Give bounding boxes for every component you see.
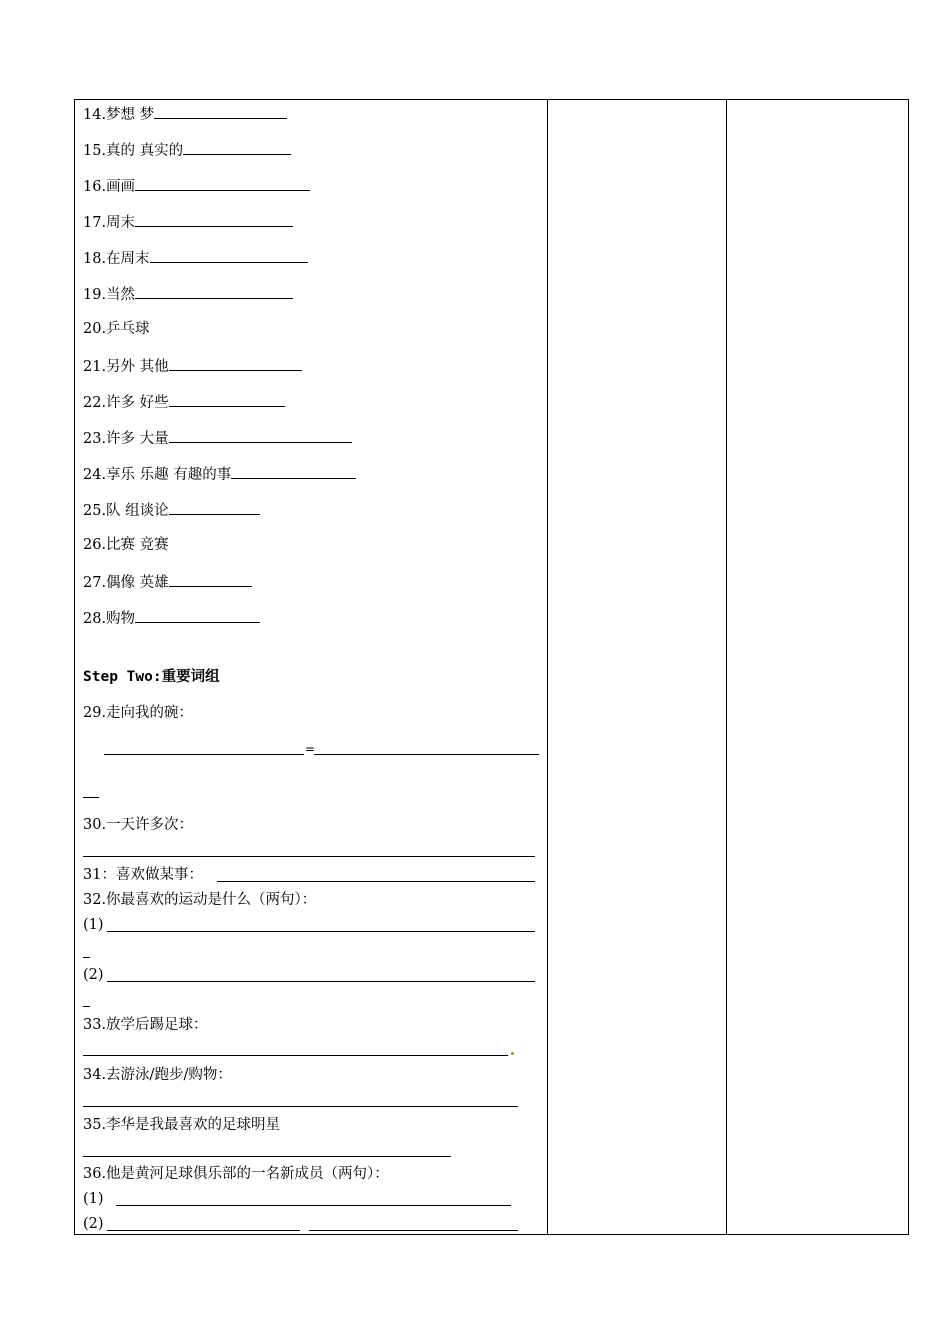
vocab-item <box>83 572 252 592</box>
vocab-item <box>83 248 308 268</box>
left-column-content <box>83 99 543 1235</box>
vocab-text: 18.在周末 <box>83 251 150 267</box>
vocab-item <box>83 284 293 304</box>
q31-label: 31：喜欢做某事： <box>83 867 203 883</box>
answer-blank[interactable] <box>217 881 535 882</box>
column-divider <box>547 100 548 1234</box>
answer-blank[interactable] <box>169 392 285 407</box>
section-title: 重要词组 <box>161 669 220 685</box>
answer-blank[interactable] <box>107 1230 300 1231</box>
answer-blank[interactable] <box>169 428 352 443</box>
vocab-text: 19.当然 <box>83 287 136 303</box>
answer-blank[interactable] <box>231 464 356 479</box>
q34-label: 34.去游泳/跑步/购物： <box>83 1067 232 1083</box>
q36-label: 36.他是黄河足球俱乐部的一名新成员（两句）： <box>83 1166 389 1182</box>
answer-blank[interactable] <box>83 1156 451 1157</box>
vocab-text: 17.周末 <box>83 215 136 231</box>
vocab-item <box>83 104 287 124</box>
answer-blank[interactable] <box>83 856 535 857</box>
q36-sub2: (2) <box>83 1216 104 1232</box>
answer-blank[interactable] <box>83 797 99 798</box>
answer-blank[interactable] <box>135 176 310 191</box>
answer-blank[interactable] <box>183 140 291 155</box>
vocab-item <box>83 212 293 232</box>
vocab-item <box>83 428 352 448</box>
answer-blank[interactable] <box>135 212 293 227</box>
vocab-text: 28.购物 <box>83 611 136 627</box>
answer-blank[interactable] <box>116 1205 511 1206</box>
answer-blank[interactable] <box>169 572 252 587</box>
mark-dot <box>511 1052 514 1055</box>
column-divider <box>726 100 727 1234</box>
section-prefix: Step Two: <box>83 669 162 685</box>
vocab-text: 26.比赛 竞赛 <box>83 537 169 553</box>
q30-label: 30.一天许多次： <box>83 817 194 833</box>
vocab-item <box>83 320 150 338</box>
answer-blank[interactable] <box>154 104 287 119</box>
vocab-text: 25.队 组谈论 <box>83 503 169 519</box>
vocab-text: 23.许多 大量 <box>83 431 169 447</box>
answer-blank[interactable] <box>150 248 308 263</box>
vocab-text: 16.画画 <box>83 179 136 195</box>
vocab-item <box>83 464 356 484</box>
vocab-item <box>83 608 260 628</box>
vocab-item <box>83 500 260 520</box>
answer-blank[interactable] <box>104 754 304 755</box>
vocab-text: 21.另外 其他 <box>83 359 169 375</box>
vocab-text: 20.乒乓球 <box>83 321 150 337</box>
q31-item <box>83 866 203 884</box>
q32-sub1: (1) <box>83 917 104 933</box>
q33-label: 33.放学后踢足球： <box>83 1017 208 1033</box>
q35-label: 35.李华是我最喜欢的足球明星 <box>83 1117 281 1133</box>
vocab-text: 27.偶像 英雄 <box>83 575 169 591</box>
answer-blank[interactable] <box>107 931 535 932</box>
answer-blank[interactable] <box>169 500 260 515</box>
answer-blank[interactable] <box>169 356 302 371</box>
vocab-item <box>83 392 285 412</box>
vocab-text: 24.享乐 乐趣 有趣的事 <box>83 467 232 483</box>
vocab-text: 22.许多 好些 <box>83 395 169 411</box>
answer-blank[interactable] <box>135 284 293 299</box>
answer-blank[interactable] <box>107 981 535 982</box>
answer-blank[interactable] <box>135 608 260 623</box>
q36-sub1: (1) <box>83 1191 104 1207</box>
answer-blank[interactable] <box>314 754 539 755</box>
vocab-text: 14.梦想 梦 <box>83 107 155 123</box>
equals-sign: = <box>305 742 316 756</box>
answer-blank[interactable] <box>309 1230 518 1231</box>
answer-blank[interactable] <box>83 957 90 958</box>
vocab-item <box>83 356 302 376</box>
vocab-item <box>83 536 169 554</box>
answer-blank[interactable] <box>83 1055 508 1056</box>
vocab-text: 15.真的 真实的 <box>83 143 184 159</box>
q32-label: 32.你最喜欢的运动是什么（两句）： <box>83 892 317 908</box>
vocab-item <box>83 176 310 196</box>
q29-label: 29.走向我的碗： <box>83 705 194 721</box>
answer-blank[interactable] <box>83 1106 518 1107</box>
vocab-item <box>83 140 291 160</box>
section-heading <box>83 668 220 686</box>
q32-sub2: (2) <box>83 967 104 983</box>
answer-blank[interactable] <box>83 1006 90 1007</box>
